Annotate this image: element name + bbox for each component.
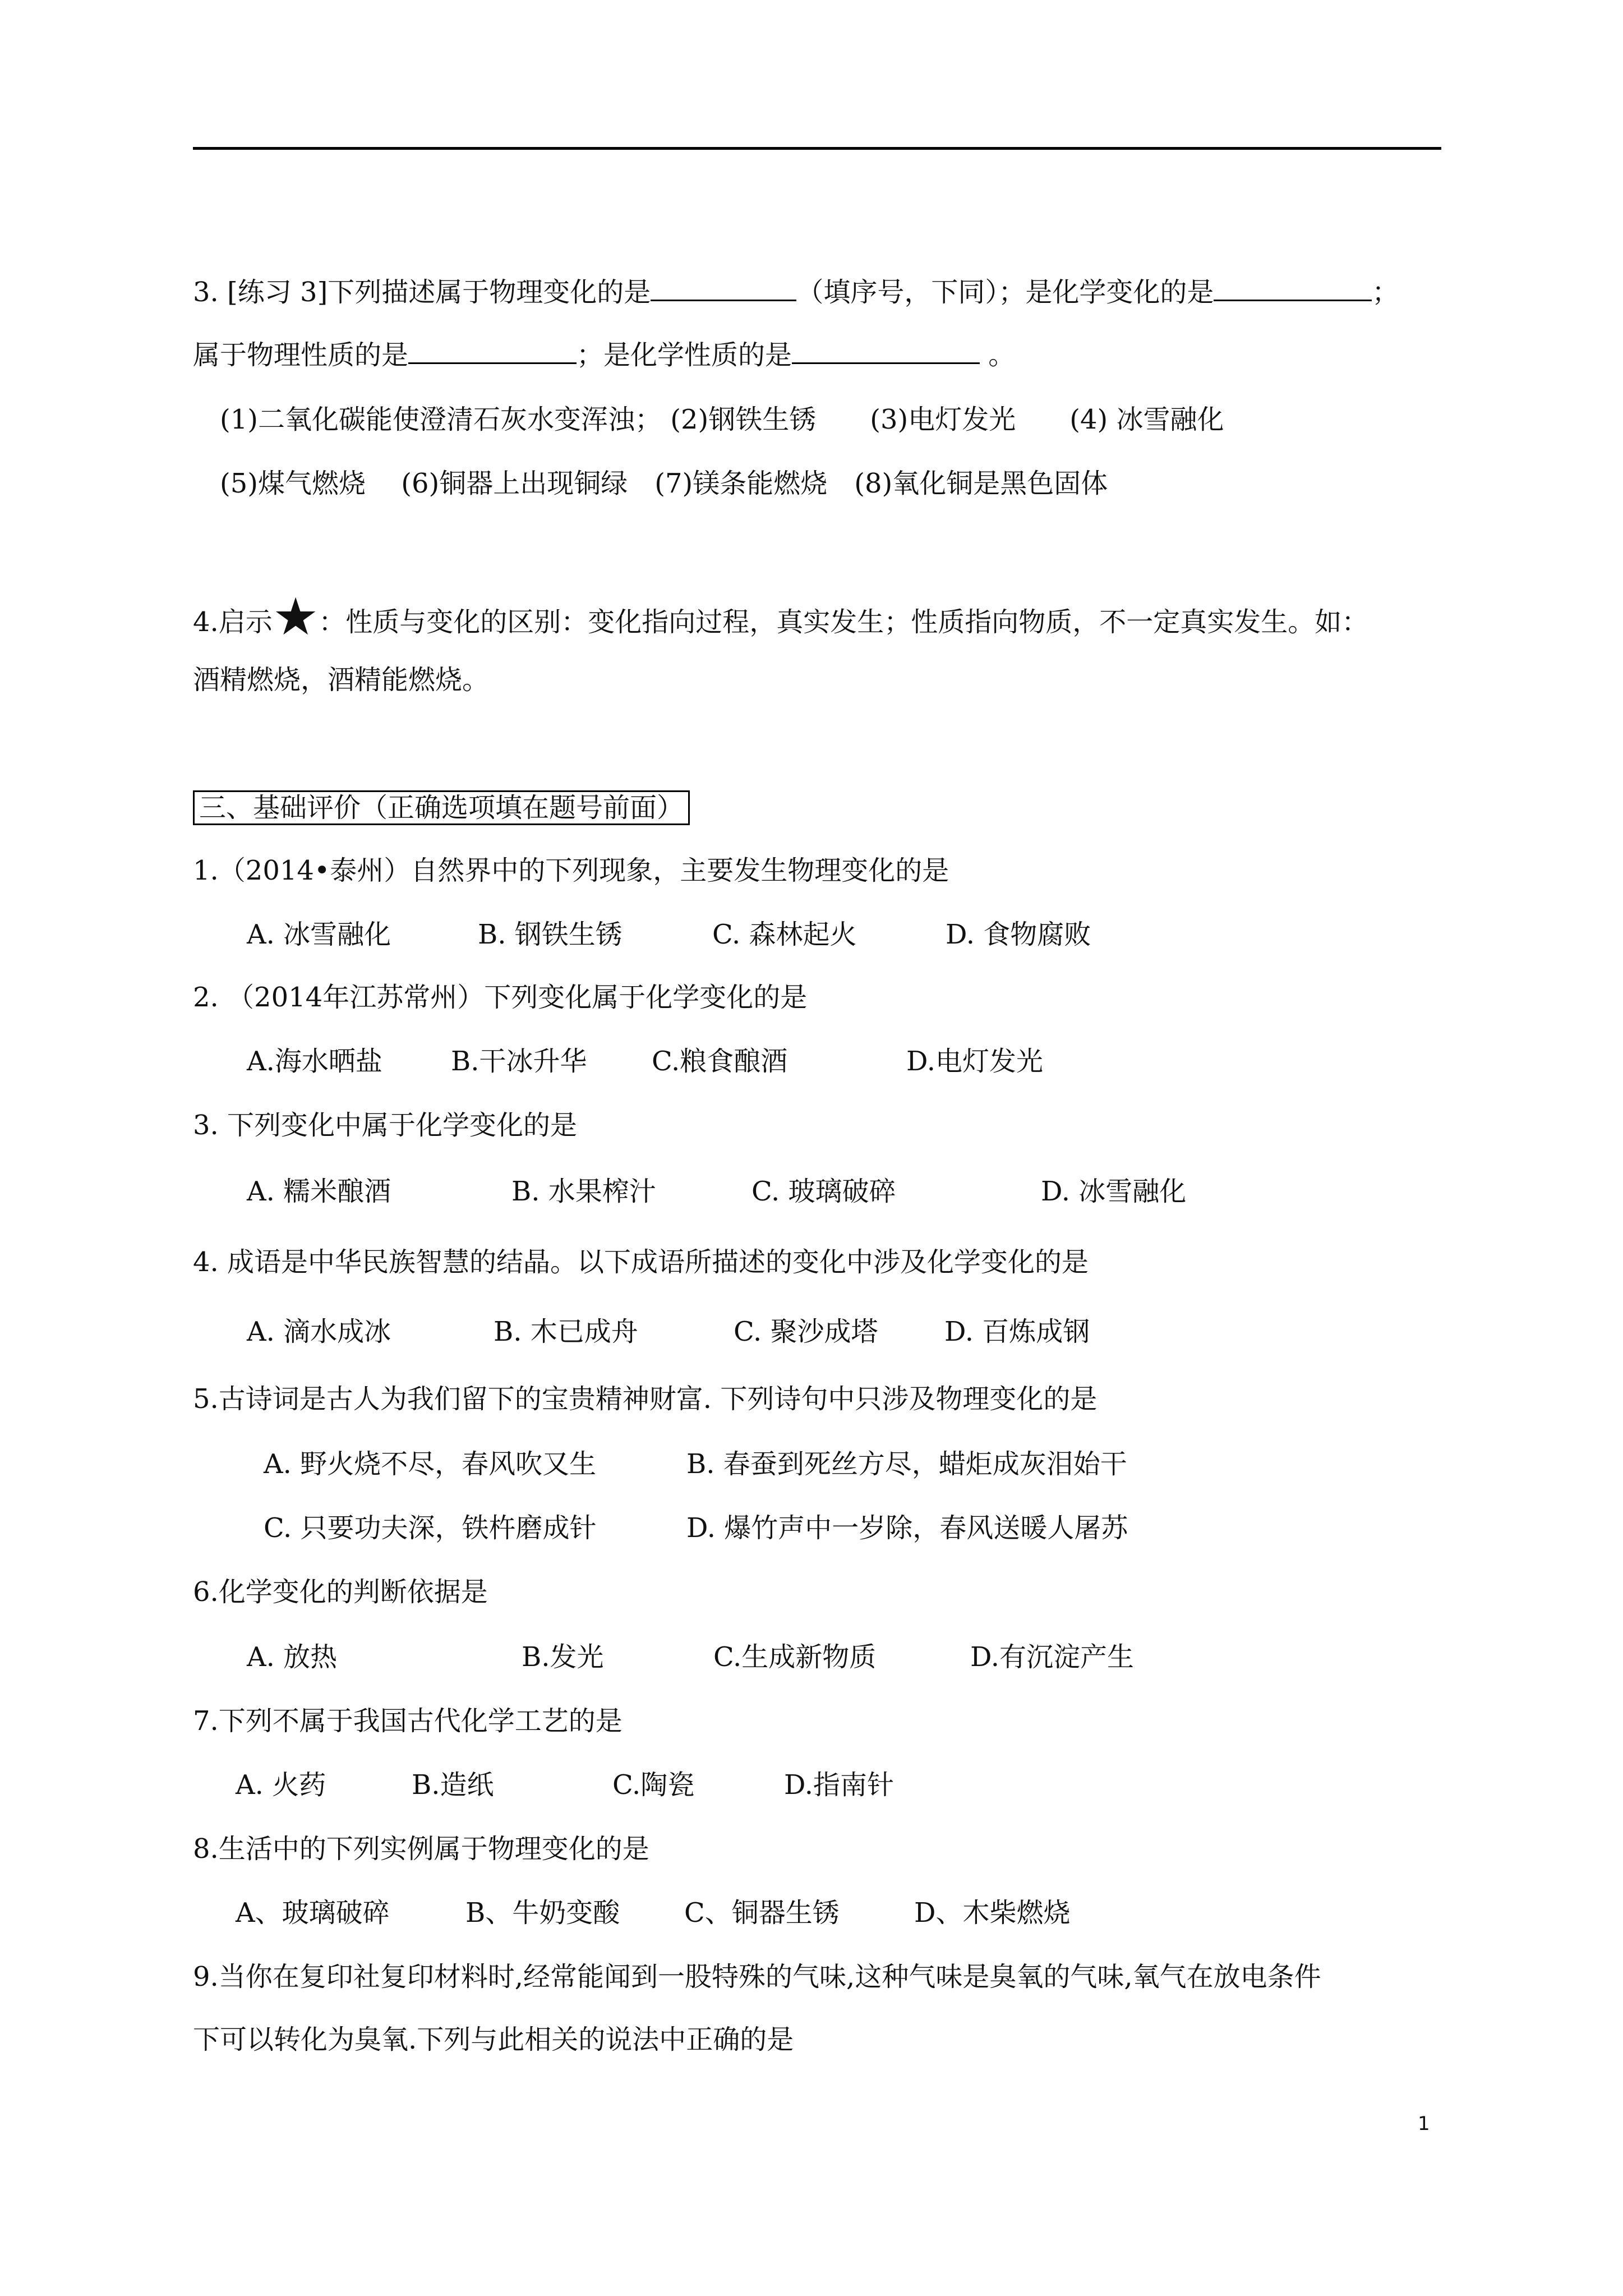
option-b[interactable]: B.发光: [522, 1641, 604, 1673]
option-c[interactable]: C. 森林起火: [712, 919, 857, 950]
answer-blank[interactable]: [792, 338, 980, 364]
option-a[interactable]: A. 火药: [236, 1769, 326, 1801]
option-b[interactable]: B、牛奶变酸: [465, 1897, 620, 1929]
option-a[interactable]: A.海水晒盐: [247, 1046, 382, 1077]
option-a[interactable]: A. 放热: [247, 1641, 338, 1673]
question-4-stem: 4. 成语是中华民族智慧的结晶。以下成语所描述的变化中涉及化学变化的是: [193, 1246, 1089, 1278]
question-8-stem: 8.生活中的下列实例属于物理变化的是: [193, 1833, 649, 1865]
option-d[interactable]: D. 百炼成钢: [944, 1316, 1090, 1347]
option-c[interactable]: C. 只要功夫深，铁杵磨成针: [264, 1512, 597, 1544]
option-d[interactable]: D.有沉淀产生: [970, 1641, 1135, 1673]
answer-blank[interactable]: [1214, 275, 1372, 301]
option-d[interactable]: D.指南针: [784, 1769, 895, 1801]
option-c[interactable]: C.生成新物质: [713, 1641, 877, 1673]
question-5-stem: 5.古诗词是古人为我们留下的宝贵精神财富. 下列诗句中只涉及物理变化的是: [193, 1383, 1098, 1415]
option-b[interactable]: B. 木已成舟: [494, 1316, 638, 1347]
option-a[interactable]: A. 滴水成冰: [247, 1316, 391, 1347]
option-d[interactable]: D. 爆竹声中一岁除，春风送暖人屠苏: [686, 1512, 1128, 1544]
question-1-stem: 1.（2014•泰州）自然界中的下列现象，主要发生物理变化的是: [193, 855, 949, 886]
option-d[interactable]: D.电灯发光: [906, 1046, 1044, 1077]
q4-line-1: 4.启示★：性质与变化的区别：变化指向过程，真实发生；性质指向物质，不一定真实发生。如：: [193, 587, 1369, 647]
option-c[interactable]: C.粮食酿酒: [652, 1046, 788, 1077]
question-9-line-1: 9.当你在复印社复印材料时,经常能闻到一股特殊的气味,这种气味是臭氧的气味,氧气在放电条件: [193, 1961, 1321, 1993]
question-2-stem: 2. （2014年江苏常州）下列变化属于化学变化的是: [193, 982, 808, 1013]
option-a[interactable]: A. 野火烧不尽，春风吹又生: [264, 1448, 597, 1480]
option-b[interactable]: B. 钢铁生锈: [478, 919, 623, 950]
q3-line-2: 属于物理性质的是 ；是化学性质的是 。: [193, 338, 1015, 372]
option-d[interactable]: D、木柴燃烧: [914, 1897, 1071, 1929]
option-a[interactable]: A. 冰雪融化: [247, 919, 391, 950]
q4-line-2: 酒精燃烧，酒精能燃烧。: [193, 664, 490, 696]
question-7-stem: 7.下列不属于我国古代化学工艺的是: [193, 1705, 623, 1737]
option-b[interactable]: B. 春蚕到死丝方尽，蜡炬成灰泪始干: [686, 1448, 1127, 1480]
section-heading: 三、基础评价（正确选项填在题号前面）: [193, 791, 690, 825]
page-number: 1: [1418, 2113, 1430, 2135]
option-b[interactable]: B.造纸: [412, 1769, 494, 1801]
answer-blank[interactable]: [651, 275, 796, 301]
star-icon: ★: [272, 587, 319, 647]
option-a[interactable]: A、玻璃破碎: [236, 1897, 390, 1929]
option-b[interactable]: B.干冰升华: [451, 1046, 587, 1077]
option-c[interactable]: C. 聚沙成塔: [734, 1316, 878, 1347]
question-9-line-2: 下可以转化为臭氧.下列与此相关的说法中正确的是: [193, 2024, 794, 2055]
q3-items-line-2: (5)煤气燃烧 (6)铜器上出现铜绿 (7)镁条能燃烧 (8)氧化铜是黑色固体: [220, 468, 1108, 499]
question-3-stem: 3. 下列变化中属于化学变化的是: [193, 1110, 578, 1141]
option-c[interactable]: C. 玻璃破碎: [751, 1176, 896, 1207]
option-c[interactable]: C.陶瓷: [612, 1769, 695, 1801]
q3-items-line-1: (1)二氧化碳能使澄清石灰水变浑浊； (2)钢铁生锈 (3)电灯发光 (4) 冰雪融化: [220, 404, 1224, 435]
option-d[interactable]: D. 冰雪融化: [1041, 1176, 1187, 1207]
question-6-stem: 6.化学变化的判断依据是: [193, 1576, 488, 1608]
answer-blank[interactable]: [408, 338, 577, 364]
option-a[interactable]: A. 糯米酿酒: [247, 1176, 391, 1207]
header-rule: [193, 147, 1441, 150]
option-d[interactable]: D. 食物腐败: [946, 919, 1091, 950]
q3-line-1: 3. [练习 3]下列描述属于物理变化的是 （填序号，下同）；是化学变化的是 ；: [193, 275, 1399, 309]
option-b[interactable]: B. 水果榨汁: [511, 1176, 656, 1207]
option-c[interactable]: C、铜器生锈: [684, 1897, 840, 1929]
